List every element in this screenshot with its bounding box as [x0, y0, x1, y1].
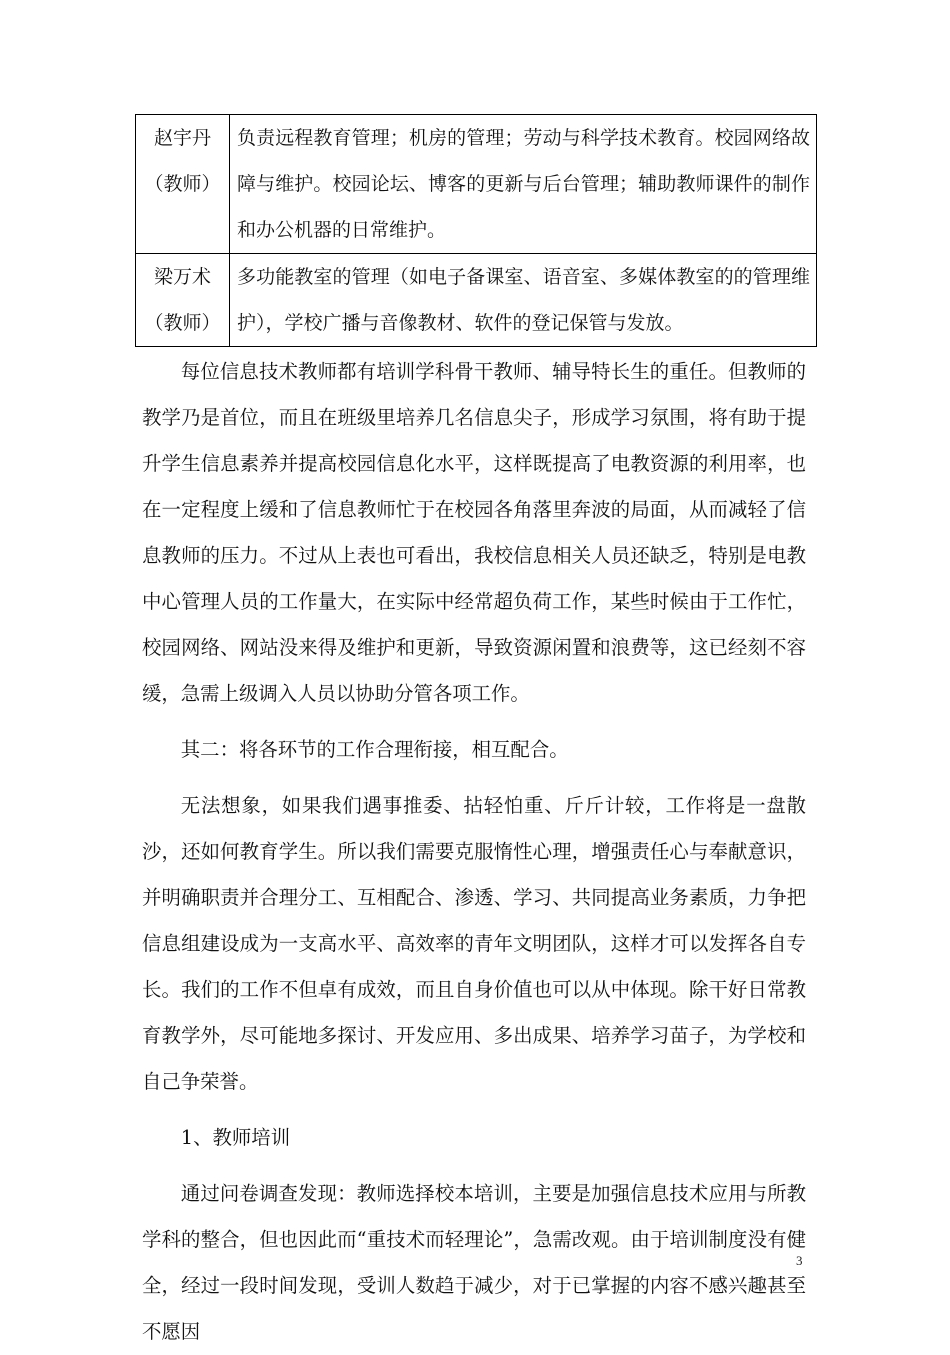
section-heading: 1、教师培训: [180, 1126, 291, 1149]
paragraph: 每位信息技术教师都有培训学科骨干教师、辅导特长生的重任。但教师的教学乃是首位，而且在班级里培养几名信息尖子，形成学习氛围，将有助于提升学生信息素养并提高校园信息化水平，这样既提高了电教资源的利用率，也在一定程度上缓和了信息教师忙于在校园各角落里奔波的局面，从而减轻了信息教师的压力。不过从上表也可看出，我校信息相关人员还缺乏，特别是电教中心管理人员的工作量大，在实际中经常超负荷工作，某些时候由于工作忙，校园网络、网站没来得及维护和更新，导致资源闲置和浪费等，这已经刻不容缓，急需上级调入人员以协助分管各项工作。: [142, 360, 806, 705]
paragraph: 通过问卷调查发现：教师选择校本培训，主要是加强信息技术应用与所教学科的整合，但也因此而“重技术而轻理论”，急需改观。由于培训制度没有健全，经过一段时间发现，受训人数趋于减少，对于已掌握的内容不感兴趣甚至不愿因: [142, 1182, 806, 1343]
paragraph: 无法想象，如果我们遇事推委、拈轻怕重、斤斤计较，工作将是一盘散沙，还如何教育学生。所以我们需要克服惰性心理，增强责任心与奉献意识，并明确职责并合理分工、互相配合、渗透、学习、共同提高业务素质，力争把信息组建设成为一支高水平、高效率的青年文明团队，这样才可以发挥各自专长。我们的工作不但卓有成效，而且自身价值也可以从中体现。除干好日常教育教学外，尽可能地多探讨、开发应用、多出成果、培养学习苗子，为学校和自己争荣誉。: [142, 794, 806, 1093]
staff-name: 梁万术: [153, 266, 211, 288]
table-row: [136, 115, 817, 254]
page-number: 3: [796, 1253, 803, 1268]
staff-name-cell: [136, 254, 230, 347]
body-text: [142, 349, 806, 1355]
staff-duties: 多功能教室的管理（如电子备课室、语音室、多媒体教室的的管理维护），学校广播与音像教材、软件的登记保管与发放。: [230, 254, 817, 347]
staff-role: （教师）: [144, 173, 221, 195]
staff-role: （教师）: [144, 312, 221, 334]
table-row: [136, 254, 817, 347]
staff-name: 赵宇丹: [153, 127, 211, 149]
paragraph: 其二：将各环节的工作合理衔接，相互配合。: [180, 738, 569, 761]
staff-name-cell: [136, 115, 230, 254]
staff-duties: 负责远程教育管理；机房的管理；劳动与科学技术教育。校园网络故障与维护。校园论坛、博客的更新与后台管理；辅助教师课件的制作和办公机器的日常维护。: [230, 115, 817, 254]
staff-duty-table: [135, 114, 817, 347]
